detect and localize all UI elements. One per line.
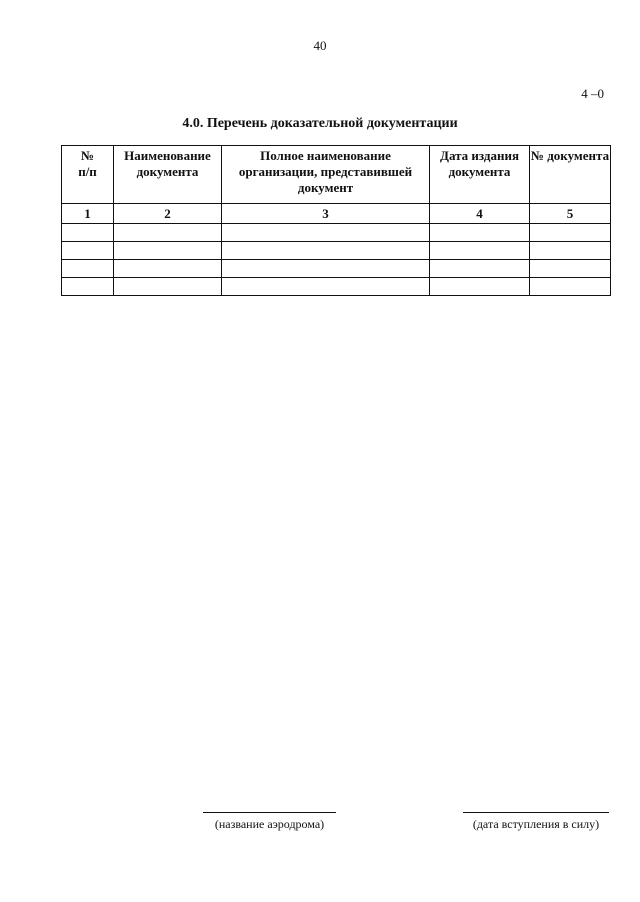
table-header-row: [62, 146, 611, 204]
column-number: 5: [530, 204, 611, 224]
header-organization-name: Полное наименование организации, представившей документ: [222, 146, 430, 204]
table-cell: [222, 224, 430, 242]
page-number: 40: [313, 38, 327, 53]
table-cell: [530, 224, 611, 242]
table-cell: [430, 224, 530, 242]
table-cell: [114, 260, 222, 278]
table-cell: [62, 260, 114, 278]
table-row: [62, 260, 611, 278]
table-cell: [430, 260, 530, 278]
table-cell: [62, 224, 114, 242]
header-document-name: Наименование документа: [114, 146, 222, 204]
column-number: 3: [222, 204, 430, 224]
column-number-row: [62, 204, 611, 224]
table-cell: [114, 278, 222, 296]
column-number: 4: [430, 204, 530, 224]
table-cell: [114, 224, 222, 242]
aerodrome-signature-block: [203, 812, 336, 832]
header-issue-date: Дата издания документа: [430, 146, 530, 204]
table-cell: [530, 260, 611, 278]
column-number: 1: [62, 204, 114, 224]
effective-date-signature-block: [463, 812, 609, 832]
document-title: 4.0. Перечень доказательной документации: [182, 116, 458, 131]
header-item-number: № п/п: [62, 146, 114, 204]
table-cell: [430, 278, 530, 296]
table-cell: [222, 260, 430, 278]
table-cell: [222, 242, 430, 260]
effective-date-caption: (дата вступления в силу): [472, 817, 600, 831]
column-number: 2: [114, 204, 222, 224]
aerodrome-name-caption: (название аэродрома): [214, 817, 325, 831]
table-cell: [222, 278, 430, 296]
table-row: [62, 224, 611, 242]
signature-line: [203, 812, 336, 813]
signature-line: [463, 812, 609, 813]
table-cell: [62, 242, 114, 260]
table-cell: [62, 278, 114, 296]
header-document-number: № документа: [530, 146, 611, 204]
table-cell: [430, 242, 530, 260]
section-code: 4 –0: [581, 86, 604, 101]
table-row: [62, 278, 611, 296]
table-cell: [530, 242, 611, 260]
table-cell: [530, 278, 611, 296]
evidence-documents-table: [61, 145, 611, 296]
table-row: [62, 242, 611, 260]
table-cell: [114, 242, 222, 260]
